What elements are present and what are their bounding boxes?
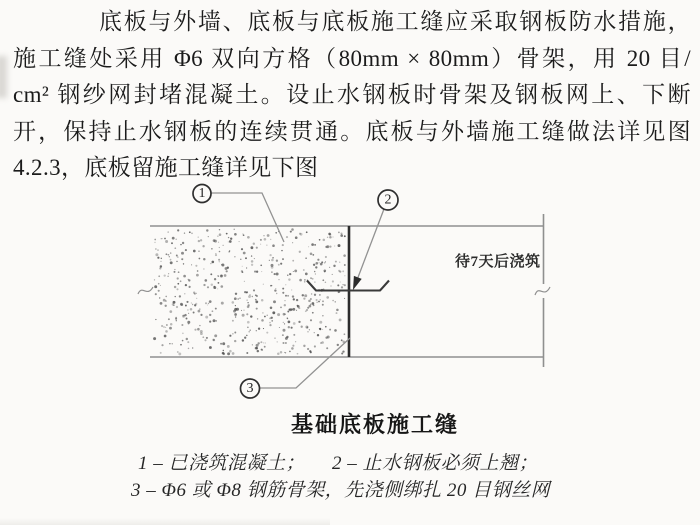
callout-1-leader [211,193,284,242]
callout-2-number: 2 [384,192,392,208]
pour-later-note: 待7天后浇筑 [455,254,541,270]
paragraph-line: 4.2.3，底板留施工缝详见下图 [13,155,319,181]
callout-2-leader [357,209,384,280]
legend-item-1: 1 – 已浇筑混凝土； [138,453,306,474]
paragraph-line: 施工缝处采用 Φ6 双向方格（80mm × 80mm）骨架，用 20 目/ [13,45,691,71]
photo-artifact [0,518,330,525]
callout-3-number: 3 [246,381,254,396]
paragraph-line: 开，保持止水钢板的连续贯通。底板与外墙施工缝做法详见图 [13,118,691,144]
break-mark-left [138,287,153,294]
callout-1 [193,185,284,243]
legend-row [131,478,550,505]
construction-joint-diagram [0,180,700,410]
figure-caption: 基础底板施工缝 [290,412,459,437]
break-mark-right [535,287,550,295]
paragraph [13,4,691,187]
callout-1-number: 1 [198,186,206,201]
legend-item-2: 2 – 止水钢板必须上翘； [332,453,539,474]
callout-2 [353,190,398,290]
figure-legend [131,451,550,504]
legend-item-3: 3 – Φ6 或 Φ8 钢筋骨架，先浇侧绑扎 20 目钢丝网 [131,479,551,501]
arrowhead [353,276,362,290]
concrete-stipple [153,228,346,355]
paragraph-line: 底板与外墙、底板与底板施工缝应采取钢板防水措施， [99,9,691,34]
paragraph-line: cm² 钢纱网封堵混凝土。设止水钢板时骨架及钢板网上、下断 [13,82,691,108]
legend-row [131,451,550,478]
photo-artifact [0,56,7,98]
